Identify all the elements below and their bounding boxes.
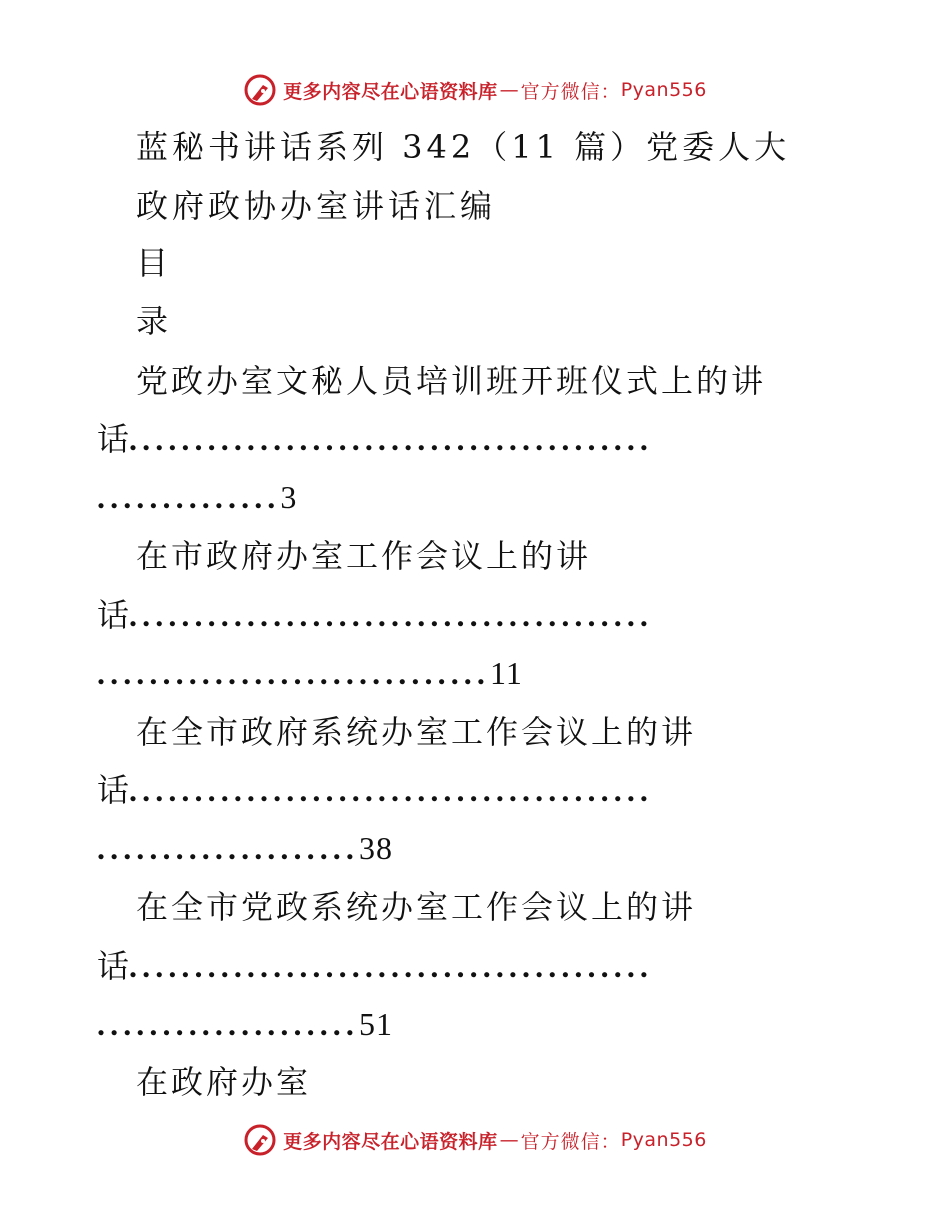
watermark-separator: — [499,1129,519,1151]
toc-page-number: 11 [490,655,523,691]
doc-title-line-1: 蓝秘书讲话系列 342（11 篇）党委人大 [136,128,791,166]
watermark-wechat-id: Pyan556 [620,1129,707,1151]
toc-entry-lead-char: 话 [97,596,130,634]
toc-dot-leader: ........................................ [129,948,654,984]
toc-dot-leader: .............. [97,479,281,515]
footer-watermark [0,1120,950,1160]
toc-entry-title: 党政办室文秘人员培训班开班仪式上的讲 [136,362,767,400]
toc-entry-lead-char: 话 [97,420,130,458]
toc-dot-leader: .............................. [97,655,490,691]
toc-dot-leader: .................... [97,830,359,866]
toc-entry-leader [0,593,950,637]
toc-page-number: 38 [359,830,393,866]
toc-entry-title: 在全市党政系统办室工作会议上的讲 [136,888,697,926]
toc-entry-leader [0,944,950,988]
toc-entry-title: 在市政府办室工作会议上的讲 [136,537,592,575]
watermark-wechat-id: Pyan556 [620,79,707,101]
toc-entry-title: 在全市政府系统办室工作会议上的讲 [136,713,697,751]
header-watermark [0,70,950,110]
toc-page-number: 51 [359,1006,393,1042]
toc-heading-char-2: 录 [136,302,169,340]
toc-entry-page-line [0,826,950,870]
watermark-separator: — [499,79,519,101]
pen-nib-logo-icon [243,73,277,107]
toc-dot-leader: .................... [97,1006,359,1042]
toc-dot-leader: ........................................ [129,597,654,633]
doc-title-line-2: 政府政协办室讲话汇编 [136,187,497,225]
pen-nib-logo-icon [243,1123,277,1157]
toc-entry-lead-char: 话 [97,947,130,985]
toc-entry-leader [0,768,950,812]
toc-page-number: 3 [280,479,298,515]
toc-entry-leader [0,417,950,461]
watermark-wechat-label: 官方微信： [520,1130,621,1153]
watermark-wechat-label: 官方微信： [520,80,621,103]
toc-dot-leader: ........................................ [129,421,654,457]
toc-entry-page-line [0,651,950,695]
toc-entry-page-line [0,1002,950,1046]
toc-entry-title-partial: 在政府办室 [136,1063,312,1101]
toc-entry-page-line [0,475,950,519]
toc-heading-char-1: 目 [136,244,169,282]
watermark-brand: 更多内容尽在心语资料库 [283,1130,498,1153]
toc-entry-lead-char: 话 [97,771,130,809]
toc-dot-leader: ........................................ [129,772,654,808]
watermark-brand: 更多内容尽在心语资料库 [283,80,498,103]
